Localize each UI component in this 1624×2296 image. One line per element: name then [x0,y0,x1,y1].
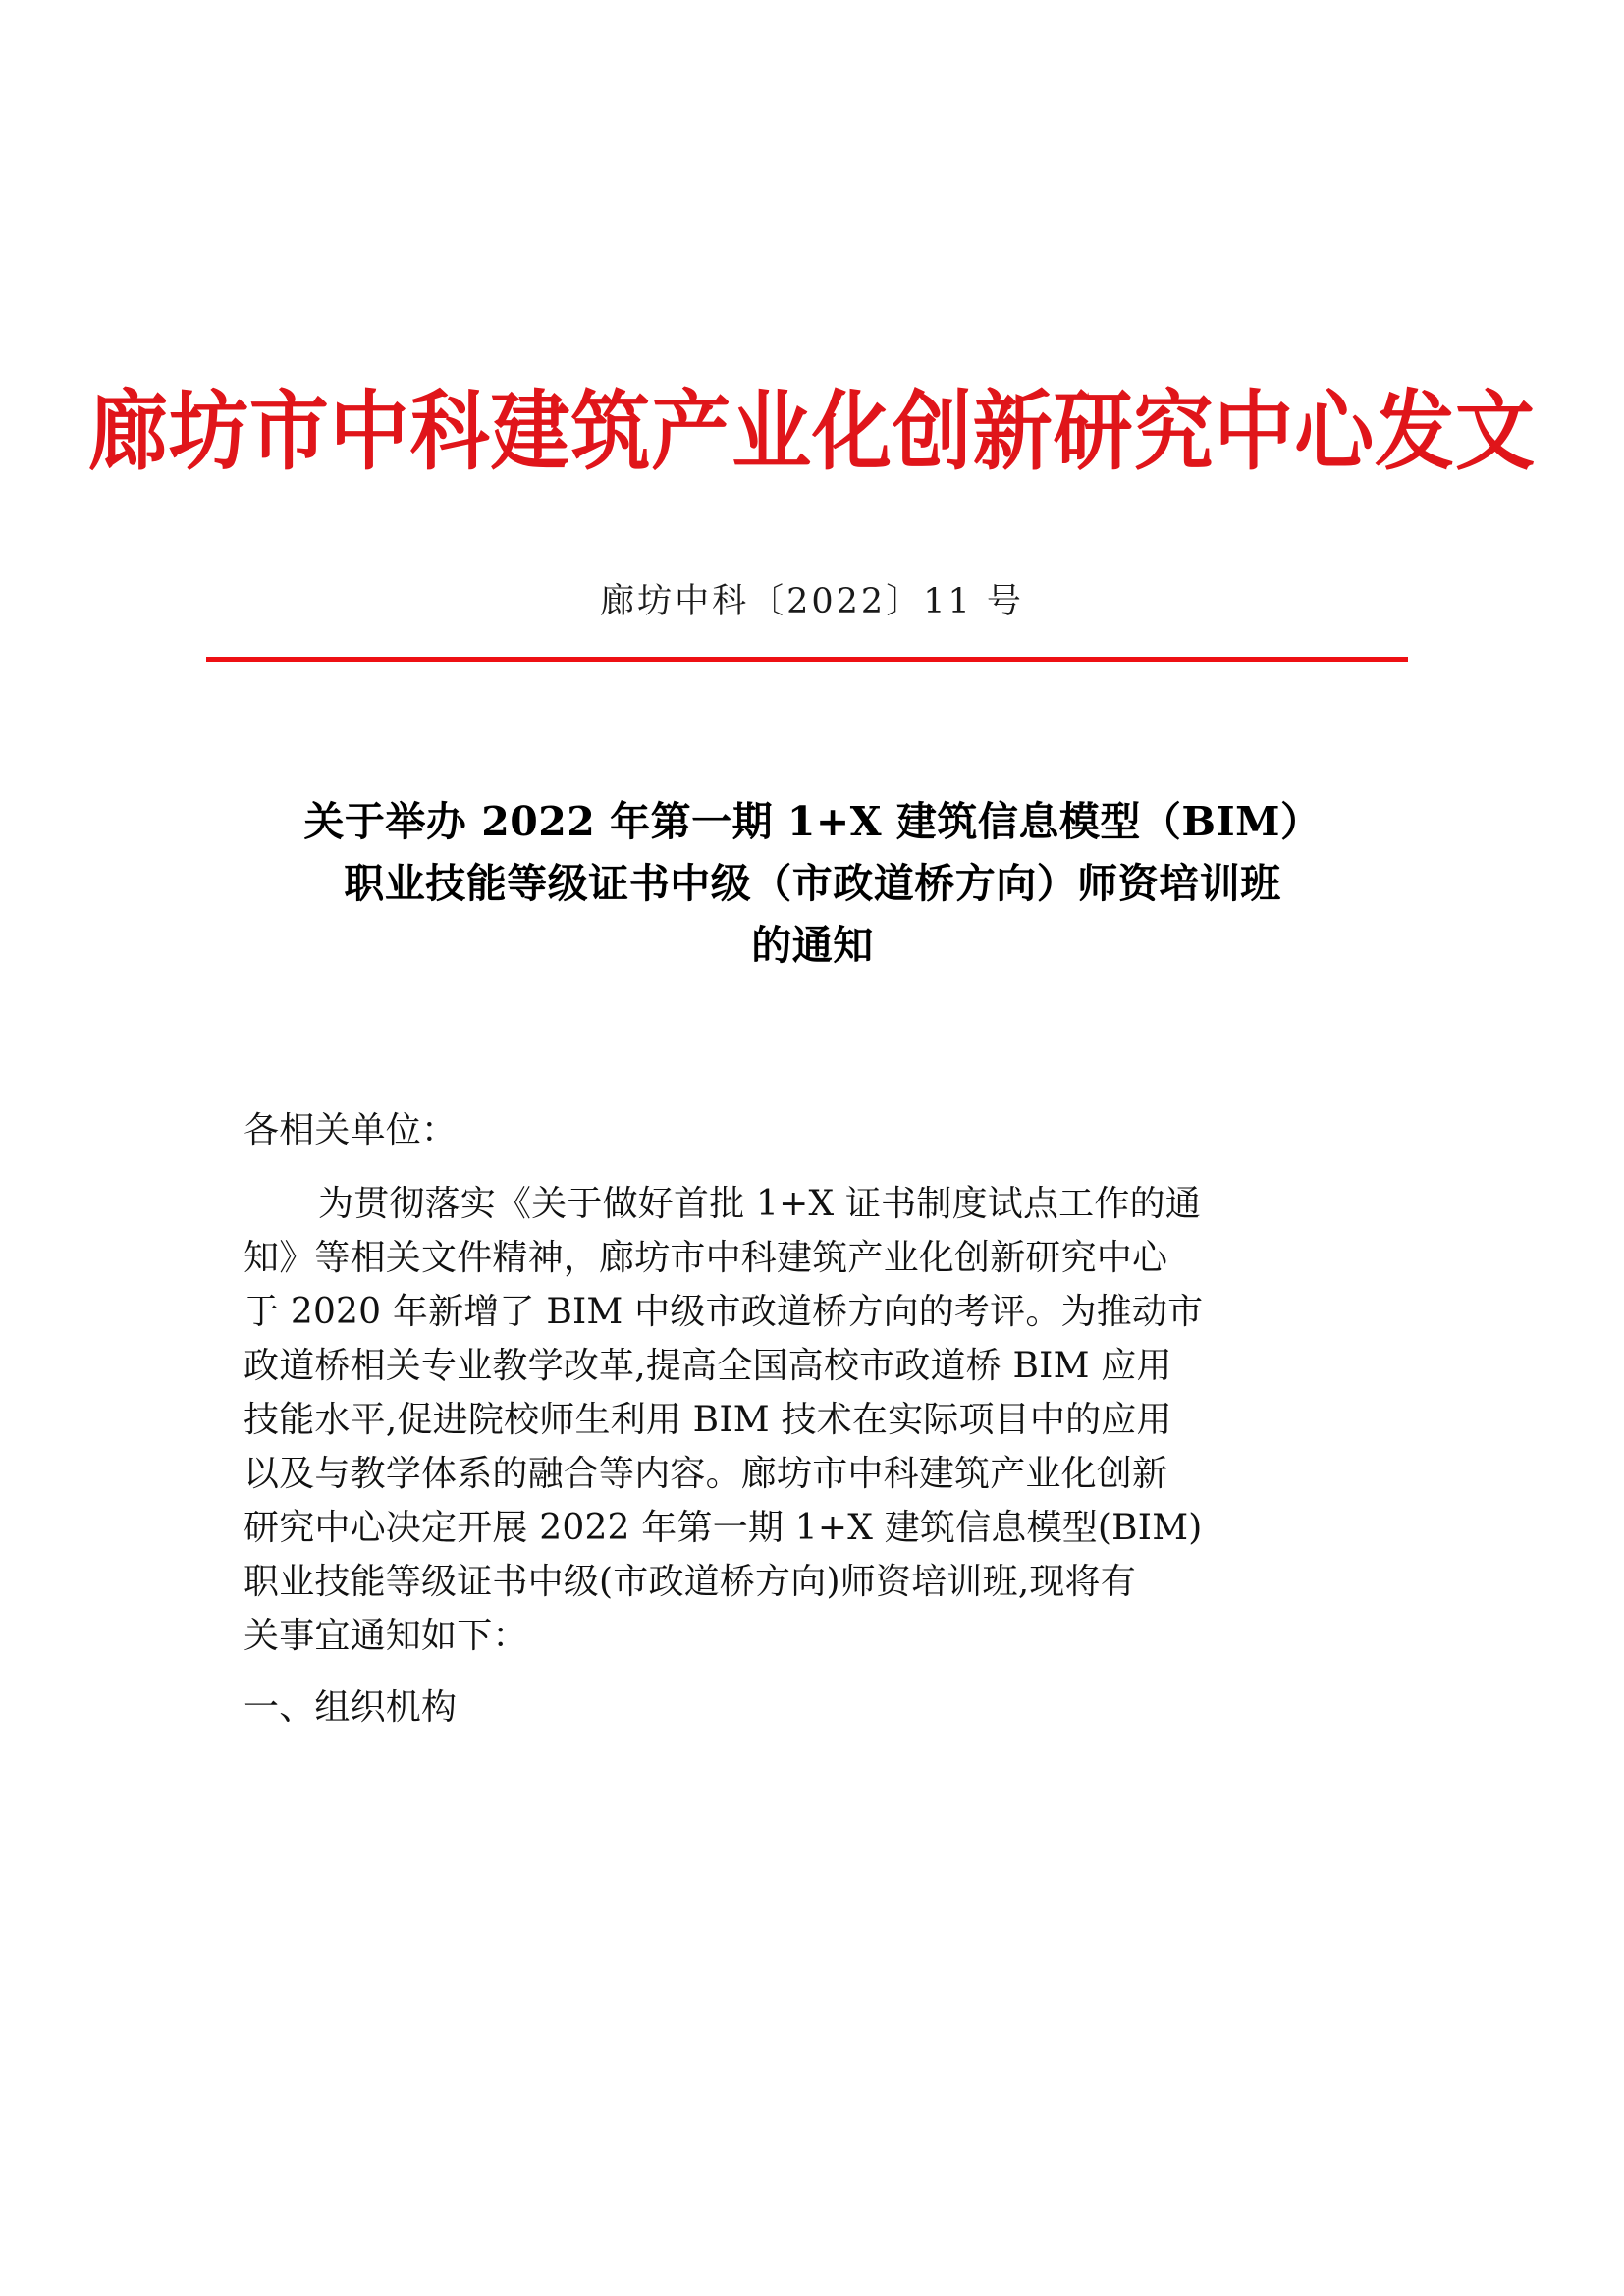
masthead [0,380,1624,482]
salutation: 各相关单位： [244,1110,458,1150]
document-body [244,1103,1384,1735]
body-line: 政道桥相关专业教学改革,提高全国高校市政道桥 BIM 应用 [244,1346,1172,1386]
body-line: 知》等相关文件精神，廊坊市中科建筑产业化创新研究中心 [244,1238,1168,1278]
section-heading-organization: 一、组织机构 [244,1687,458,1728]
document-title-line-3: 的通知 [751,922,874,969]
body-line: 技能水平,促进院校师生利用 BIM 技术在实际项目中的应用 [244,1400,1172,1440]
document-title-line-2: 职业技能等级证书中级（市政道桥方向）师资培训班 [344,860,1281,907]
body-line: 关事宜通知如下： [244,1616,528,1656]
masthead-title: 廊坊市中科建筑产业化创新研究中心发文 [88,380,1536,482]
document-serial-number: 廊坊中科〔2022〕11 号 [600,582,1024,621]
body-line: 研究中心决定开展 2022 年第一期 1+X 建筑信息模型(BIM) [244,1508,1203,1548]
body-line: 为贯彻落实《关于做好首批 1+X 证书制度试点工作的通 [318,1184,1201,1224]
body-line: 职业技能等级证书中级(市政道桥方向)师资培训班,现将有 [244,1562,1136,1602]
document-title [221,791,1404,977]
red-separator-rule [206,657,1408,662]
body-line: 以及与教学体系的融合等内容。廊坊市中科建筑产业化创新 [244,1454,1168,1494]
body-line: 于 2020 年新增了 BIM 中级市政道桥方向的考评。为推动市 [244,1292,1204,1332]
document-title-line-1: 关于举办 2022 年第一期 1+X 建筑信息模型（BIM） [303,798,1322,845]
